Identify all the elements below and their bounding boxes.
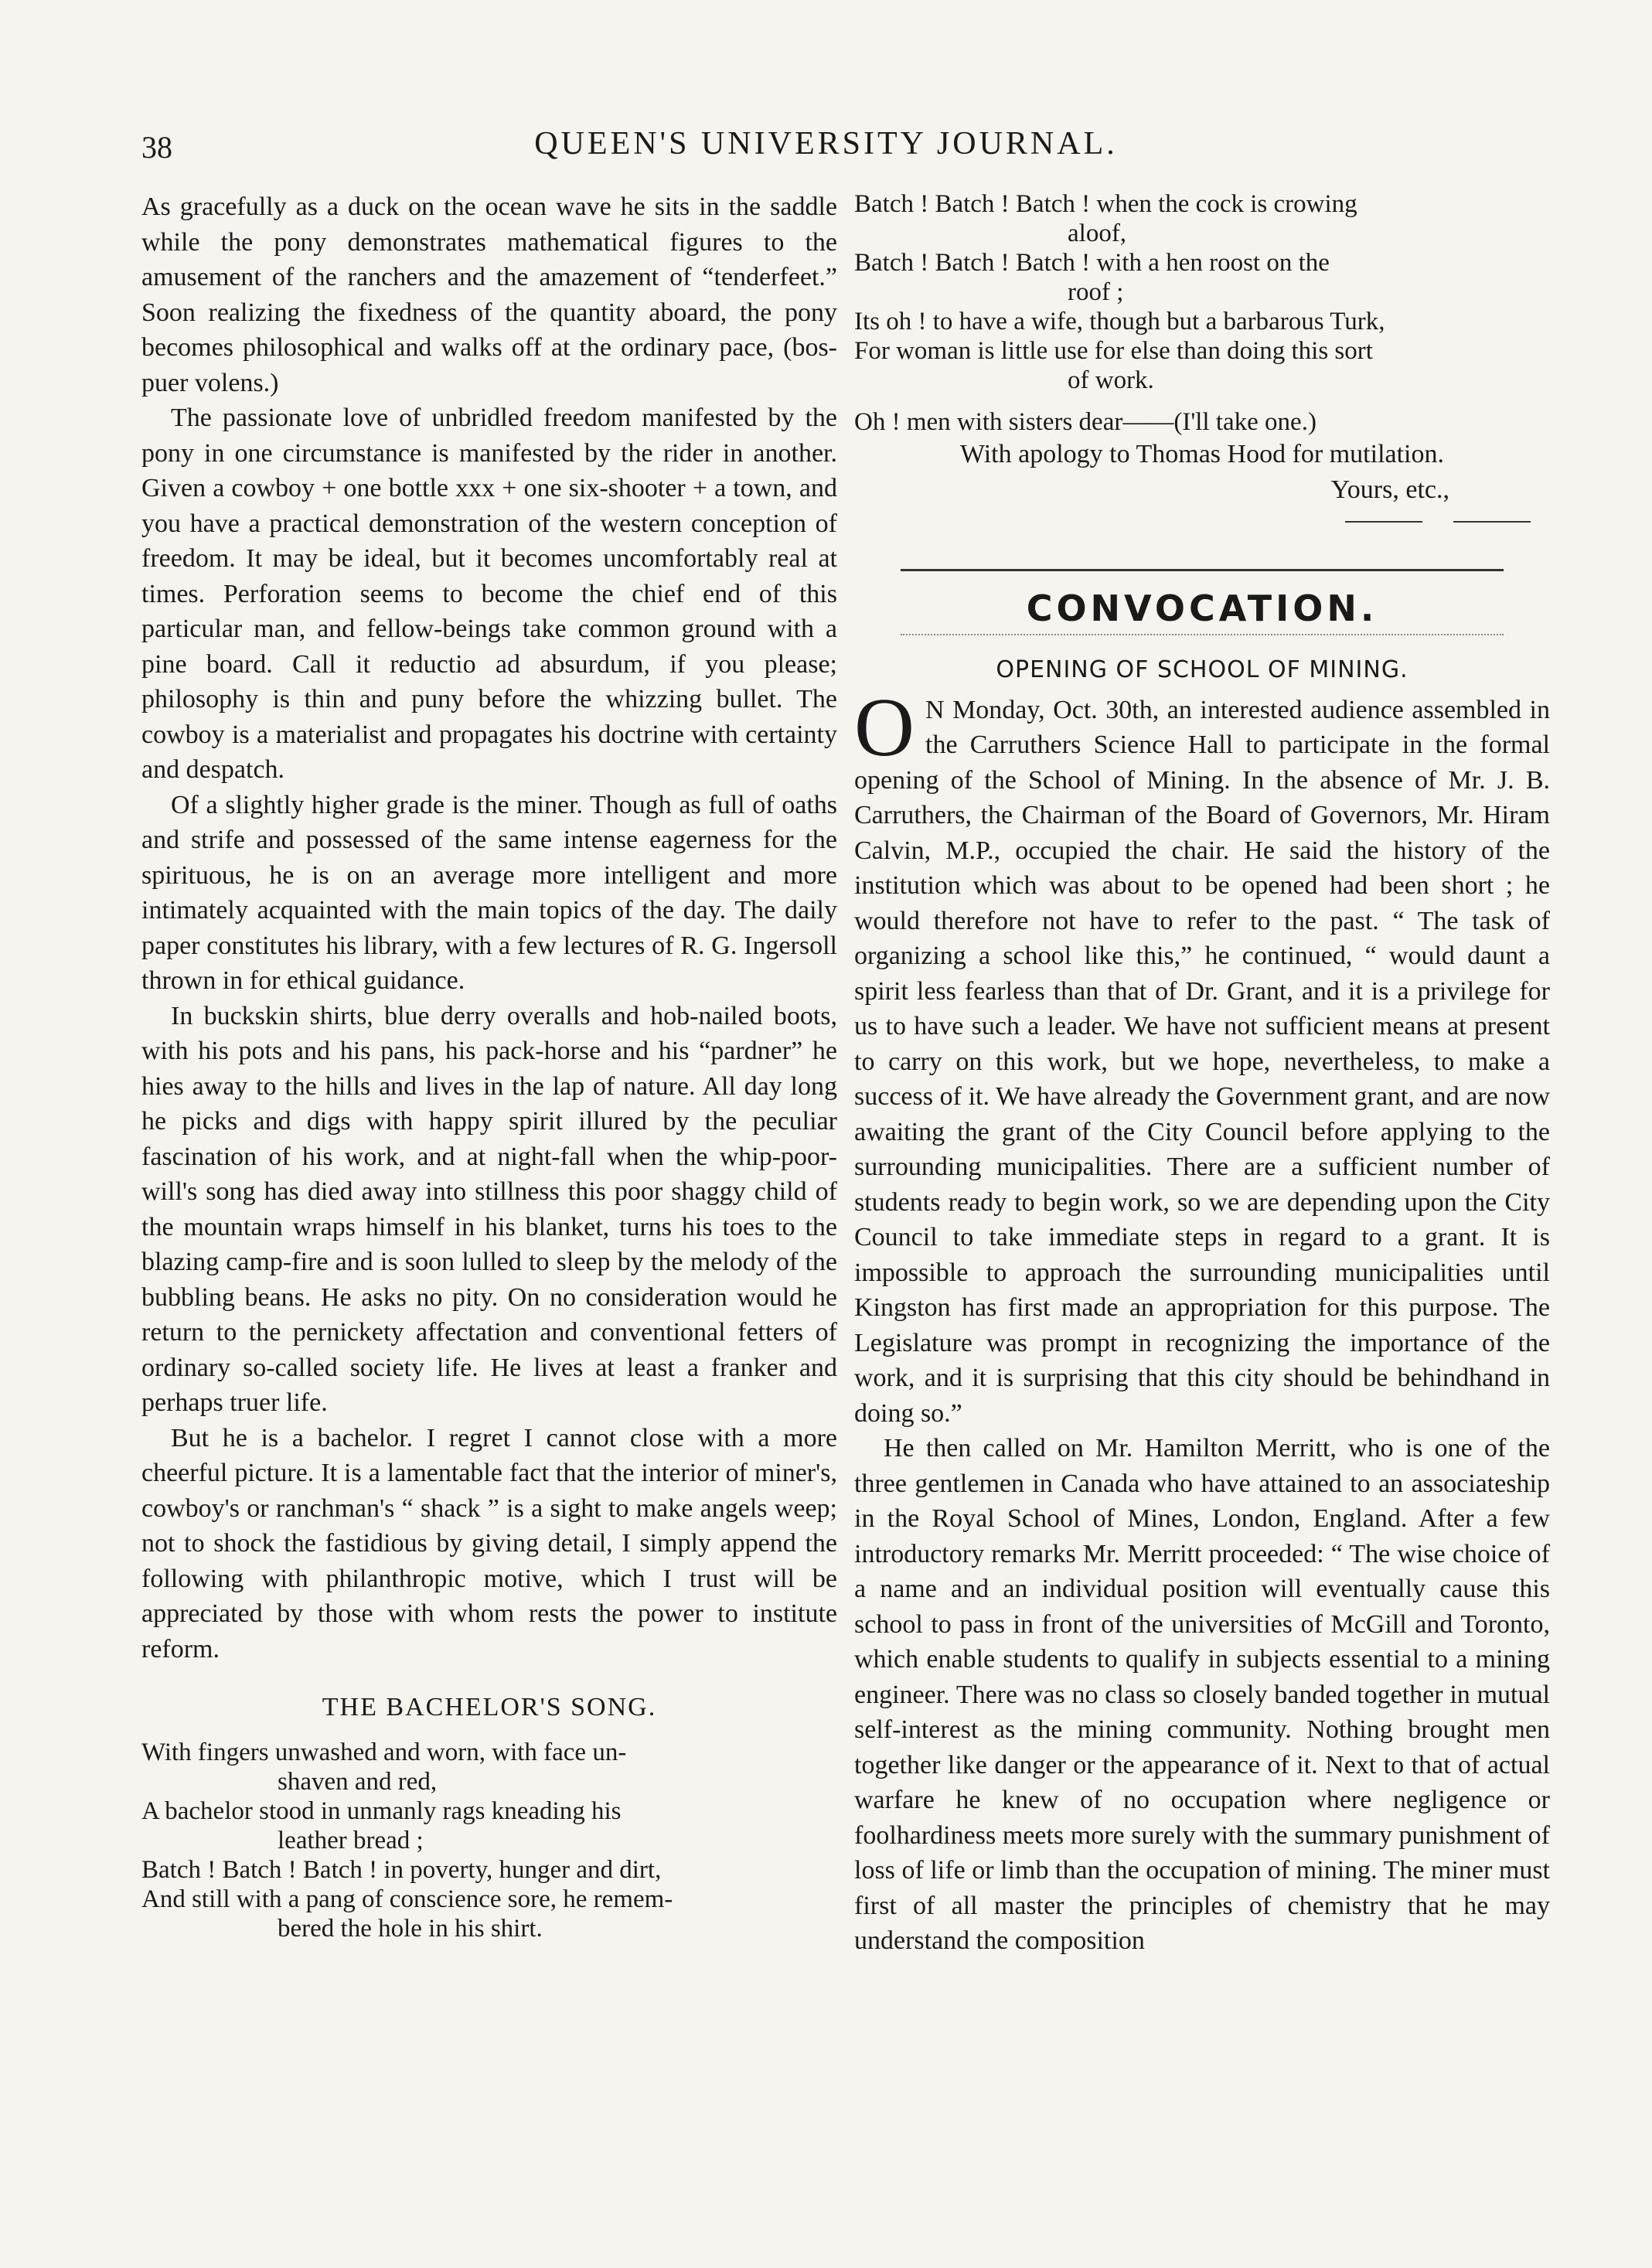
left-column xyxy=(141,189,837,1943)
paragraph: In buckskin shirts, blue derry overalls and hob-nailed boots, with his pots and his pans, his pack-horse and his “pardner” he hies away to the hills and lives in the lap of nature. All day long he picks and digs with happy spirit illured by the peculiar fascination of his work, and at night-fall when the whip-poor-will's song has died away into stillness this poor shaggy child of the mountain wraps himself in his blanket, turns his toes to the blazing camp-fire and is soon lulled to sleep by the melody of the bubbling beans. He asks no pity. On no consideration would he return to the pernickety affectation and conventional fetters of ordinary so-called society life. He lives at least a franker and perhaps truer life. xyxy=(141,1001,837,1417)
paragraph: The passionate love of unbridled freedom manifested by the pony in one circumstance is manifested by the rider in another. Given a cowboy + one bottle xxx + one six-shooter + a town, and you have a practical demonstration of the western conception of freedom. It may be ideal, but it becomes uncomfortably real at times. Perforation seems to become the chief end of this particular man, and fellow-beings take common ground with a pine board. Call it reductio ad absurdum, if you please; philosophy is thin and puny before the whizzing bullet. The cowboy is a materialist and propagates his doctrine with certainty and despatch. xyxy=(141,404,837,784)
verse-line: A bachelor stood in unmanly rags kneading his leather bread ; xyxy=(141,1796,622,1854)
verse-line: Batch ! Batch ! Batch ! in poverty, hunger and dirt, xyxy=(141,1855,662,1884)
subheading: OPENING OF SCHOOL OF MINING. xyxy=(996,656,1408,683)
paragraph: He then called on Mr. Hamilton Merritt, who is one of the three gentlemen in Canada who have attained to an associateship in the Royal School of Mines, London, England. After a few introductory remarks Mr. Merritt proceeded: “ The wise choice of a name and an individual position will eventually cause this school to pass in front of the universities of McGill and Toronto, which enable students to qualify in subjects essential to a mining engineer. There was no class so closely banded together in mutual self-interest as the mining community. Nothing brought men together like danger or the appearance of it. Next to that of actual warfare he knew of no occupation where negligence or foolhardiness meets more surely with the summary punishment of loss of life or limb than the occupation of mining. The miner must first of all master the principles of chemistry that he may understand the composition xyxy=(854,1434,1550,1955)
page-number: 38 xyxy=(141,130,172,165)
song-title: THE BACHELOR'S SONG. xyxy=(322,1693,657,1721)
paragraph: O N Monday, Oct. 30th, an interested audience assembled in the Carruthers Science Hall to participate in the formal opening of the School of Mining. In the absence of Mr. J. B. Carruthers, the Chairman of the Board of Governors, Mr. Hiram Calvin, M.P., occupied the chair. He said the history of the institution which was about to be opened had been short ; he would therefore not have to refer to the past. “ The task of organizing a school like this,” he continued, “ would daunt a spirit less fearless than that of Dr. Grant, and it is a privilege for us to have such a leader. We have not sufficient means at present to carry on this work, but we hope, nevertheless, to make a success of it. We have already the Government grant, and are now awaiting the grant of the City Council before applying to the surrounding municipalities. There are a sufficient number of students ready to begin work, so we are depending upon the City Council to take immediate steps in regard to a grant. It is impossible to approach the surrounding municipalities until Kingston has first made an appropriation for this purpose. The Legislature was prompt in recognizing the importance of the work, and it is surprising that this city should be behindhand in doing so.” xyxy=(854,681,1550,1428)
paragraph: As gracefully as a duck on the ocean wave he sits in the saddle while the pony demonstrates mathematical figures to the amusement of the ranchers and the amazement of “tenderfeet.” Soon realizing the fixedness of the quantity aboard, the pony becomes philosophical and walks off at the ordinary pace, (bos-puer volens.) xyxy=(141,192,837,397)
verse-line: Its oh ! to have a wife, though but a barbarous Turk, xyxy=(854,308,1385,335)
title-underline xyxy=(901,634,1504,635)
verse-line: With fingers unwashed and worn, with face un- shaven and red, xyxy=(141,1738,627,1796)
song-verse-continued xyxy=(854,189,1550,437)
verse-line: Batch ! Batch ! Batch ! with a hen roost on the roof ; xyxy=(854,249,1330,306)
drop-cap: O xyxy=(854,681,915,774)
paragraph: But he is a bachelor. I regret I cannot close with a more cheerful picture. It is a lamentable fact that the interior of miner's, cowboy's or ranchman's “ shack ” is a sight to make angels weep; not to shock the fastidious by giving detail, I simply append the following with philanthropic motive, which I trust will be appreciated by those with whom rests the power to institute reform. xyxy=(141,1423,837,1664)
right-column xyxy=(854,189,1550,1959)
verse-line: Batch ! Batch ! Batch ! when the cock is crowing aloof, xyxy=(854,190,1357,247)
running-title: QUEEN'S UNIVERSITY JOURNAL. xyxy=(534,126,1118,162)
verse-line: Oh ! men with sisters dear——(I'll take one.) xyxy=(854,408,1316,436)
paragraph: Of a slightly higher grade is the miner. Though as full of oaths and strife and possessed of the same intense eagerness for the spirituous, he is on an average more intelligent and more intimately acquainted with the main topics of the day. The daily paper constitutes his library, with a few lectures of R. G. Ingersoll thrown in for ethical guidance. xyxy=(141,790,837,995)
verse-line: For woman is little use for else than doing this sort of work. xyxy=(854,337,1373,394)
signoff: Yours, etc., xyxy=(1330,475,1449,504)
apology-note: With apology to Thomas Hood for mutilation. xyxy=(960,440,1444,468)
section-divider xyxy=(901,569,1504,571)
verse-line: And still with a pang of conscience sore, he remem- bered the hole in his shirt. xyxy=(141,1885,673,1943)
song-verse xyxy=(141,1738,837,1943)
section-title: CONVOCATION. xyxy=(1026,587,1378,629)
signature-dashes xyxy=(854,502,1550,538)
